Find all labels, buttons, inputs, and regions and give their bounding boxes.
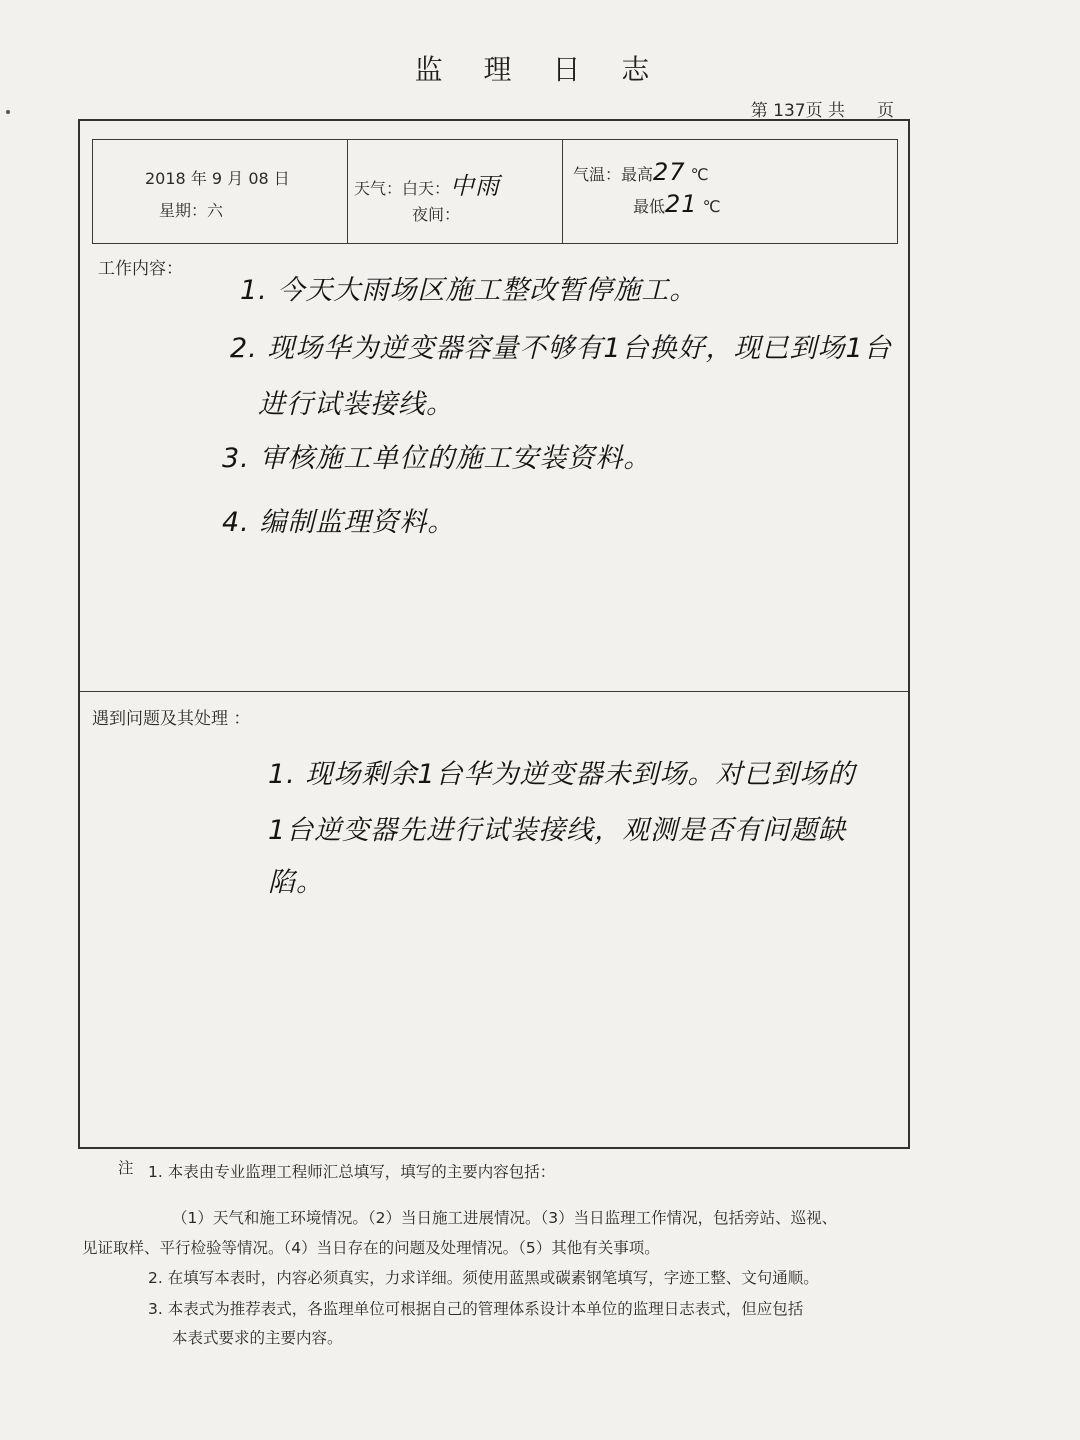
- weather-day-line: [354, 166, 500, 201]
- date-line: [145, 166, 290, 189]
- weather-night-label: 夜间：: [412, 205, 461, 224]
- work-line-5: 4. 编制监理资料。: [222, 507, 456, 538]
- page-suffix: 页: [877, 101, 894, 121]
- header-row: [92, 139, 898, 244]
- temp-high-value: 27: [653, 158, 686, 186]
- note-line-2: （1）天气和施工环境情况。（2）当日施工进展情况。（3）当日监理工作情况，包括旁站、巡视、: [172, 1209, 838, 1227]
- log-form: [78, 119, 910, 1149]
- temp-label: 气温：: [573, 165, 622, 184]
- note-line-5: 3. 本表式为推荐表式，各监理单位可根据自己的管理体系设计本单位的监理日志表式，但应包括: [148, 1300, 804, 1318]
- date-cell: [93, 140, 348, 243]
- date-month-unit: 月: [227, 169, 244, 188]
- work-line-1: 1. 今天大雨场区施工整改暂停施工。: [240, 275, 698, 306]
- issues-line-3: 陷。: [268, 867, 324, 898]
- page-title: 监 理 日 志: [414, 53, 666, 86]
- work-line-4: 3. 审核施工单位的施工安装资料。: [222, 443, 652, 474]
- weather-day-value: 中雨: [450, 172, 501, 200]
- work-line-3: 进行试装接线。: [258, 389, 454, 420]
- issues-label: 遇到问题及其处理 ：: [92, 709, 251, 729]
- weather-label: 天气：: [354, 179, 403, 198]
- page-number: [751, 96, 894, 121]
- date-year: 2018: [145, 169, 186, 188]
- date-month: 9: [211, 169, 223, 188]
- page-number-value: 137: [773, 101, 806, 121]
- weekday-value: 六: [207, 201, 224, 220]
- page-middle: 页 共: [805, 101, 845, 121]
- temp-high-line: [573, 158, 709, 186]
- weekday-label: 星期：: [159, 201, 208, 220]
- temp-low-value: 21: [665, 190, 698, 218]
- temp-low-label: 最低: [633, 197, 666, 216]
- work-content-label: 工作内容：: [98, 259, 183, 279]
- note-line-1: 1. 本表由专业监理工程师汇总填写，填写的主要内容包括：: [148, 1163, 556, 1181]
- date-day: 08: [248, 169, 269, 188]
- date-day-unit: 日: [273, 169, 290, 188]
- issues-section: [80, 692, 908, 1147]
- weather-day-label: 白天：: [402, 179, 451, 198]
- issues-line-1: 1. 现场剩余1台华为逆变器未到场。对已到场的: [268, 759, 856, 790]
- work-content-section: [80, 244, 908, 692]
- note-line-6: 本表式要求的主要内容。: [172, 1329, 343, 1347]
- temp-low-line: [633, 190, 721, 218]
- work-line-2: 2. 现场华为逆变器容量不够有1台换好，现已到场1台: [230, 333, 892, 364]
- notes-prefix: 注: [118, 1159, 134, 1177]
- temperature-cell: [563, 140, 897, 243]
- note-line-4: 2. 在填写本表时，内容必须真实，力求详细。须使用蓝黑或碳素钢笔填写，字迹工整、文句通顺。: [148, 1269, 819, 1287]
- page-prefix: 第: [750, 101, 768, 121]
- weekday-line: [159, 198, 223, 221]
- margin-dot: [6, 110, 10, 114]
- temp-high-label: 最高: [621, 165, 654, 184]
- weather-night-line: [412, 198, 460, 226]
- issues-line-2: 1台逆变器先进行试装接线，观测是否有问题缺: [268, 815, 847, 846]
- temp-low-unit: ℃: [702, 197, 721, 216]
- date-year-unit: 年: [190, 169, 207, 188]
- weather-cell: [348, 140, 563, 243]
- note-line-3: 见证取样、平行检验等情况。（4）当日存在的问题及处理情况。（5）其他有关事项。: [82, 1239, 660, 1257]
- temp-high-unit: ℃: [690, 165, 709, 184]
